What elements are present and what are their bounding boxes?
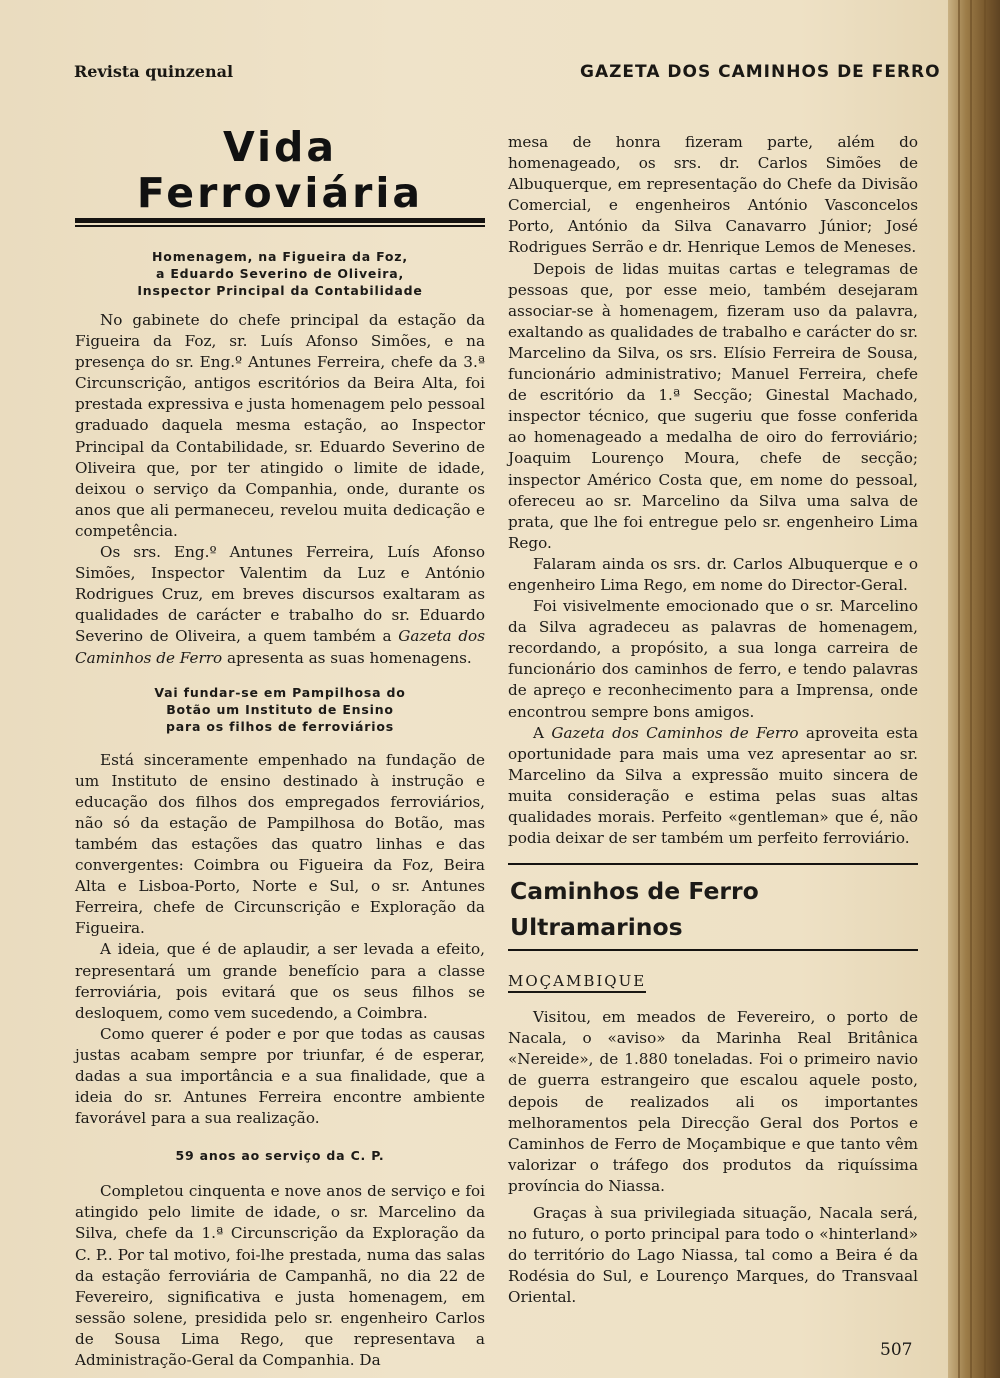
- right-column: [508, 132, 918, 1309]
- section-title-vida-ferroviaria: Vida Ferroviária: [136, 123, 424, 217]
- region-heading-mocambique: MOÇAMBIQUE: [508, 972, 646, 993]
- heading-line: Vai fundar-se em Pampilhosa do: [154, 684, 406, 700]
- article-heading-59-anos: [75, 1147, 485, 1164]
- edge-line: [984, 0, 986, 1378]
- paragraph: Completou cinquenta e nove anos de serviço e foi atingido pelo limite de idade, o sr. Marcelino da Silva, chefe da 1.ª Circunscrição da Exploração da C. P.. Por tal motivo, foi-lhe prestada, numa das salas da estação ferroviária de Campanhã, no dia 22 de Fevereiro, significativa e justa homenagem, em sessão solene, presidida pelo sr. engenheiro Carlos de Sousa Lima Rego, que representava a Administração-Geral da Companhia. Da: [75, 1182, 485, 1370]
- paragraph: No gabinete do chefe principal da estação da Figueira da Foz, sr. Luís Afonso Simões, e na presença do sr. Eng.º Antunes Ferreira, chefe da 3.ª Circunscrição, antigos escritórios da Beira Alta, foi prestada expressiva e justa homenagem pelo pessoal graduado daquela mesma estação, ao Inspector Principal da Contabilidade, sr. Eduardo Severino de Oliveira que, por ter atingido o limite de idade, deixou o serviço da Companhia, onde, durante os anos que ali permaneceu, revelou muita dedicação e competência.: [75, 311, 485, 540]
- running-head-left: Revista quinzenal: [74, 62, 234, 81]
- paragraph: [75, 542, 485, 669]
- heading-line: Botão um Instituto de Ensino: [166, 701, 394, 717]
- paragraph-text: A: [533, 723, 552, 742]
- heading-line: Inspector Principal da Contabilidade: [137, 283, 423, 298]
- heading-line: a Eduardo Severino de Oliveira,: [155, 266, 405, 281]
- article-heading-homenagem: [75, 248, 485, 299]
- paragraph: Visitou, em meados de Fevereiro, o porto de Nacala, o «aviso» da Marinha Real Britânica «Nereide», de 1.880 toneladas. Foi o primeiro navio de guerra estrangeiro que escalou aquele posto, depois de realizados ali os importantes melhoramentos pela Direcção Geral dos Portos e Caminhos de Ferro de Moçambique e que tanto vêm valorizar o tráfego dos produtos da riquíssima província do Niassa.: [508, 1008, 918, 1195]
- page-number: 507: [880, 1340, 913, 1360]
- paragraph: Graças à sua privilegiada situação, Nacala será, no futuro, o porto principal para todo o «hinterland» do território do Lago Niassa, tal como a Beira é da Rodésia do Sul, e Lourenço Marques, do Transvaal Oriental.: [508, 1204, 918, 1307]
- paragraph: Como querer é poder e por que todas as causas justas acabam sempre por triunfar, é de esperar, dadas a sua importância e a sua finalidade, que a ideia do sr. Antunes Ferreira encontre ambiente favorável para a sua realização.: [75, 1024, 485, 1128]
- title-rule-thin: [75, 225, 485, 227]
- paragraph-text: apresenta as suas homenagens.: [222, 648, 472, 667]
- article-heading-instituto: [75, 684, 485, 735]
- book-edge: [948, 0, 1000, 1378]
- paragraph: Está sinceramente empenhado na fundação de um Instituto de ensino destinado à instrução e educação dos filhos dos empregados ferroviários, não só da estação de Pampilhosa do Botão, mas também das estações das quatro linhas e das convergentes: Coimbra ou Figueira da Foz, Beira Alta e Lisboa-Porto, Norte e Sul, o sr. Antunes Ferreira, chefe de Circunscrição e Exploração da Figueira.: [75, 750, 485, 938]
- heading-line: Homenagem, na Figueira da Foz,: [152, 249, 408, 264]
- running-head-right: GAZETA DOS CAMINHOS DE FERRO: [580, 62, 941, 82]
- left-column: [75, 122, 485, 1371]
- heading-line: 59 anos ao serviço da C. P.: [175, 1148, 385, 1164]
- paragraph: Foi visivelmente emocionado que o sr. Marcelino da Silva agradeceu as palavras de homenagem, recordando, a propósito, a sua longa carreira de funcionário dos caminhos de ferro, e tendo palavras de apreço e reconhecimento para a Imprensa, onde encontrou sempre bons amigos.: [508, 597, 918, 721]
- publication-name: Gazeta dos Caminhos de Ferro: [551, 723, 799, 742]
- section-title-ultramarinos: Caminhos de Ferro Ultramarinos: [510, 877, 759, 942]
- title-rule: [75, 218, 485, 223]
- paragraph: A ideia, que é de aplaudir, a ser levada a efeito, representará um grande benefício para a classe ferroviária, pois evitará que os seus filhos se desloquem, como vem sucedendo, a Coimbra.: [75, 940, 485, 1022]
- paragraph: [508, 723, 918, 850]
- paragraph: Falaram ainda os srs. dr. Carlos Albuquerque e o engenheiro Lima Rego, em nome do Director-Geral.: [508, 554, 918, 594]
- heading-line: para os filhos de ferroviários: [166, 718, 394, 734]
- edge-line: [958, 0, 960, 1378]
- paragraph-text: Os srs. Eng.º Antunes Ferreira, Luís Afonso Simões, Inspector Valentim da Luz e António Rodrigues Cruz, em breves discursos exaltaram as qualidades de carácter e trabalho do sr. Eduardo Severino de Oliveira, a quem também a: [75, 543, 485, 646]
- paragraph-continuation: mesa de honra fizeram parte, além do homenageado, os srs. dr. Carlos Simões de Albuquerque, em representação do Chefe da Divisão Comercial, e engenheiros António Vasconcelos Porto, António da Silva Canavarro Júnior; José Rodrigues Serrão e dr. Henrique Lemos de Meneses.: [508, 133, 918, 257]
- paragraph-text: aproveita esta oportunidade para mais uma vez apresentar ao sr. Marcelino da Silva a expressão muito sincera de muita consideração e estima pelas suas altas qualidades morais. Perfeito «gentleman» que é, não podia deixar de ser também um perfeito ferroviário.: [508, 723, 919, 848]
- publication-name: Gazeta dos Caminhos de Ferro: [75, 627, 485, 667]
- paragraph: Depois de lidas muitas cartas e telegramas de pessoas que, por esse meio, também desejaram associar-se à homenagem, fizeram uso da palavra, exaltando as qualidades de trabalho e carácter do sr. Marcelino da Silva, os srs. Elísio Ferreira de Sousa, funcionário administrativo; Manuel Ferreira, chefe de escritório da 1.ª Secção; Ginestal Machado, inspector técnico, que sugeriu que fosse conferida ao homenageado a medalha de oiro do ferroviário; Joaquim Lourenço Moura, chefe de secção; inspector Américo Costa que, em nome do pessoal, ofereceu ao sr. Marcelino da Silva uma salva de prata, que lhe foi entregue pelo sr. engenheiro Lima Rego.: [508, 259, 918, 552]
- edge-line: [970, 0, 972, 1378]
